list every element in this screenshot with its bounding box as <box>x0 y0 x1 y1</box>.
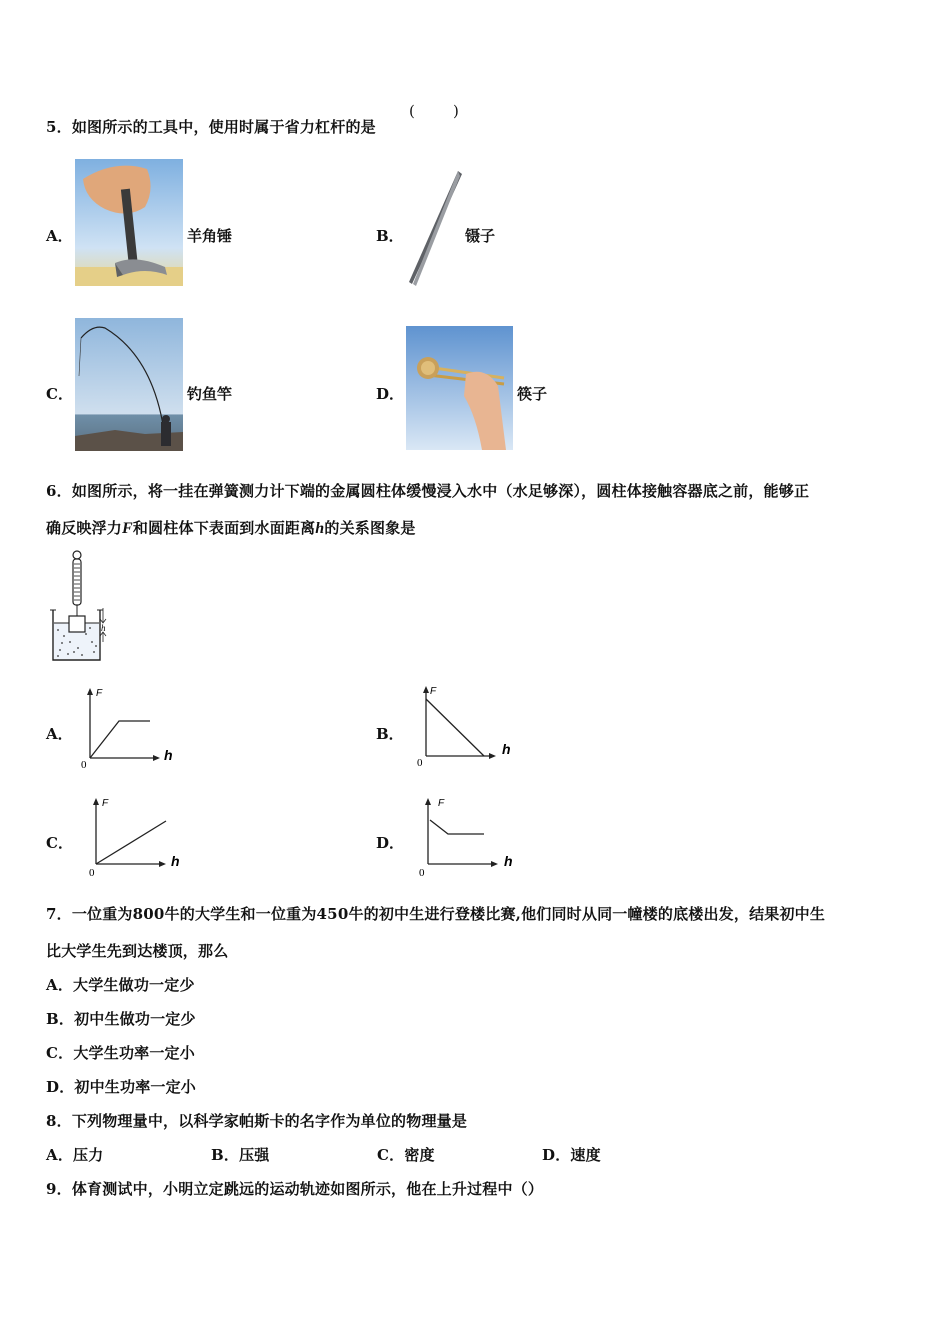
graph-axis-f-label: F <box>438 798 445 809</box>
q5-option-c-label: C． <box>46 385 73 403</box>
q7-option-a: A．大学生做功一定少 <box>46 976 195 994</box>
claw-hammer-image <box>75 159 183 286</box>
q6-graph-a <box>78 684 178 772</box>
q6-graph-c <box>84 794 184 882</box>
q6-var-f: F <box>122 520 133 537</box>
q5-option-a-caption: 羊角锤 <box>187 227 233 245</box>
tweezers-image <box>402 168 464 288</box>
graph-origin-label: 0 <box>81 759 87 771</box>
q7-stem-line1: 7．一位重为800牛的大学生和一位重为450牛的初中生进行登楼比赛,他们同时从同一幢楼的底楼出发，结果初中生 <box>46 905 826 923</box>
graph-a-curve <box>90 721 150 758</box>
q8-option-b: B．压强 <box>211 1146 270 1164</box>
q8-stem: 8．下列物理量中，以科学家帕斯卡的名字作为单位的物理量是 <box>46 1112 468 1130</box>
graph-origin-label: 0 <box>89 867 95 879</box>
x-axis-arrow <box>153 755 160 761</box>
q5-option-a-label: A． <box>46 227 73 245</box>
q5-option-b-caption: 镊子 <box>465 227 496 245</box>
q7-option-c: C．大学生功率一定小 <box>46 1044 195 1062</box>
y-axis-arrow <box>87 688 93 695</box>
q6-option-d-label: D． <box>376 834 405 852</box>
q6-stem-text-c: 的关系图象是 <box>324 519 416 537</box>
graph-axis-h-label: h <box>504 853 513 869</box>
graph-d-curve <box>430 820 484 834</box>
fishing-rod-image <box>75 318 183 451</box>
graph-axis-h-label: h <box>502 741 511 757</box>
q8-option-a: A．压力 <box>46 1146 104 1164</box>
x-axis-arrow <box>159 861 166 867</box>
q6-stem-text-b: 和圆柱体下表面到水面距离 <box>132 519 316 537</box>
graph-axis-f-label: F <box>96 688 103 699</box>
y-axis-arrow <box>423 686 429 693</box>
q6-stem-text-a: 确反映浮力 <box>46 519 123 537</box>
q6-option-a-label: A． <box>46 725 73 743</box>
q8-option-c: C．密度 <box>377 1146 435 1164</box>
graph-origin-label: 0 <box>419 867 425 879</box>
graph-axis-f-label: F <box>102 798 109 809</box>
spring-scale-apparatus-diagram <box>48 550 110 664</box>
q5-option-c-caption: 钓鱼竿 <box>187 385 233 403</box>
y-axis-arrow <box>93 798 99 805</box>
q7-option-b: B．初中生做功一定少 <box>46 1010 196 1028</box>
q6-stem-line2 <box>46 517 416 538</box>
q5-stem: 5．如图所示的工具中，使用时属于省力杠杆的是 <box>46 118 376 136</box>
q6-option-b-label: B． <box>376 725 404 743</box>
graph-axis-h-label: h <box>164 747 173 763</box>
q8-option-d: D．速度 <box>542 1146 601 1164</box>
graph-axis-h-label: h <box>171 853 180 869</box>
apparatus-h-label: h <box>101 623 106 633</box>
chopsticks-image <box>406 326 513 450</box>
q9-stem: 9．体育测试中，小明立定跳远的运动轨迹如图所示，他在上升过程中（） <box>46 1180 544 1198</box>
q5-option-b-label: B． <box>376 227 404 245</box>
q6-option-c-label: C． <box>46 834 73 852</box>
graph-c-curve <box>96 821 166 864</box>
q7-stem-line2: 比大学生先到达楼顶，那么 <box>46 942 229 960</box>
q6-graph-d <box>416 794 516 882</box>
q6-stem-line1: 6．如图所示，将一挂在弹簧测力计下端的金属圆柱体缓慢浸入水中（水足够深），圆柱体接触容器底之前，能够正 <box>46 482 810 500</box>
q6-graph-b <box>414 682 514 770</box>
y-axis-arrow <box>425 798 431 805</box>
x-axis-arrow <box>491 861 498 867</box>
q6-var-h: h <box>315 520 325 537</box>
x-axis-arrow <box>489 753 496 759</box>
q5-option-d-label: D． <box>376 385 405 403</box>
graph-origin-label: 0 <box>417 757 423 769</box>
q5-answer-blank: ( ) <box>409 102 459 120</box>
graph-axis-f-label: F <box>430 686 437 697</box>
q5-option-d-caption: 筷子 <box>517 385 548 403</box>
q7-option-d: D．初中生功率一定小 <box>46 1078 197 1096</box>
graph-b-curve <box>426 699 484 756</box>
